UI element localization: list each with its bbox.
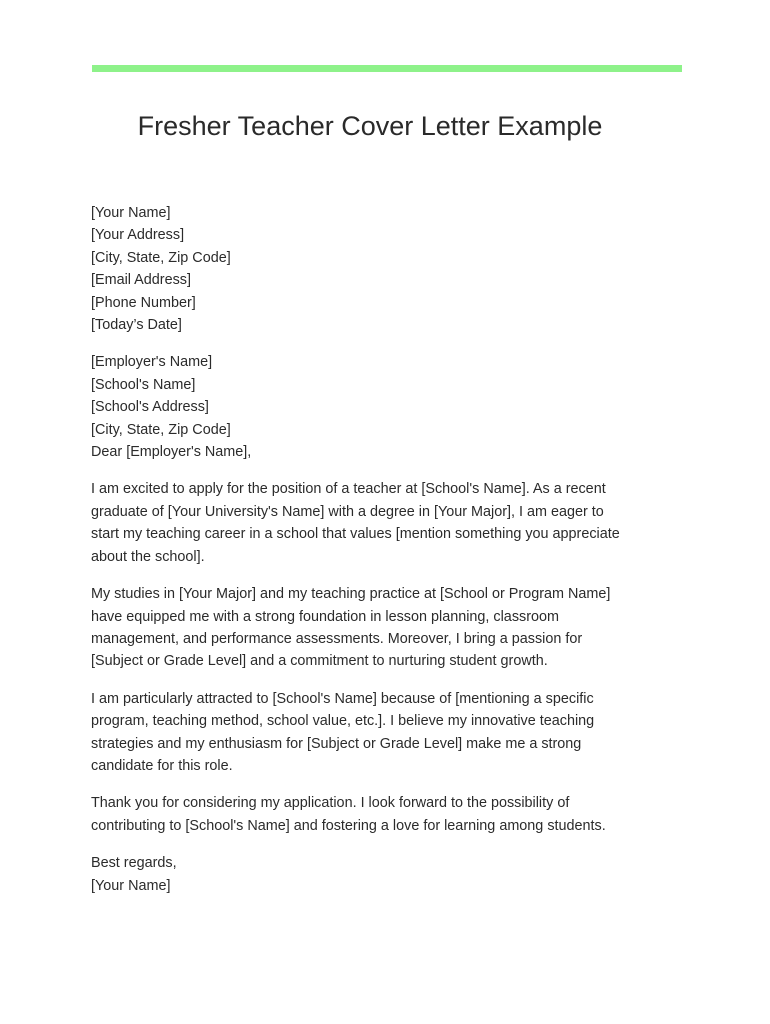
- sender-city-state-zip: [City, State, Zip Code]: [91, 249, 231, 266]
- paragraph-line: program, teaching method, school value, etc.]. I believe my innovative teaching: [91, 713, 595, 730]
- paragraph-qualifications: [91, 583, 671, 673]
- recipient-block: [91, 351, 671, 463]
- paragraph-line: candidate for this role.: [91, 757, 233, 774]
- closing-block: [91, 852, 671, 897]
- sender-name: [Your Name]: [91, 205, 171, 221]
- school-city-state-zip: [City, State, Zip Code]: [91, 421, 231, 438]
- signature-name: [Your Name]: [91, 877, 171, 894]
- school-address: [School's Address]: [91, 399, 209, 416]
- sender-block: [91, 202, 671, 336]
- closing-phrase: Best regards,: [91, 855, 177, 872]
- sender-address: [Your Address]: [91, 227, 185, 244]
- paragraph-line: I am particularly attracted to [School's Name] because of [mentioning a specific: [91, 690, 594, 707]
- paragraph-line: I am excited to apply for the position of a teacher at [School's Name]. As a recent: [91, 481, 606, 498]
- paragraph-thanks: [91, 792, 671, 837]
- paragraph-line: management, and performance assessments. Moreover, I bring a passion for: [91, 630, 583, 647]
- letter-date: [Today’s Date]: [91, 317, 182, 334]
- employer-name: [Employer's Name]: [91, 354, 213, 371]
- paragraph-line: My studies in [Your Major] and my teaching practice at [School or Program Name]: [91, 586, 611, 603]
- paragraph-line: graduate of [Your University's Name] with a degree in [Your Major], I am eager to: [91, 503, 604, 520]
- paragraph-line: [Subject or Grade Level] and a commitment to nurturing student growth.: [91, 653, 548, 670]
- paragraph-line: about the school].: [91, 548, 205, 565]
- paragraph-line: contributing to [School's Name] and fostering a love for learning among students.: [91, 817, 606, 834]
- sender-email: [Email Address]: [91, 272, 191, 289]
- paragraph-intro: [91, 478, 671, 568]
- paragraph-line: start my teaching career in a school that values [mention something you appreciate: [91, 526, 620, 543]
- letter-body: [91, 202, 671, 897]
- paragraph-line: have equipped me with a strong foundation in lesson planning, classroom: [91, 608, 559, 625]
- paragraph-motivation: [91, 688, 671, 778]
- paragraph-line: Thank you for considering my application. I look forward to the possibility of: [91, 795, 570, 812]
- sender-phone: [Phone Number]: [91, 294, 196, 311]
- accent-bar: [92, 65, 682, 72]
- document-title: Fresher Teacher Cover Letter Example: [137, 111, 603, 141]
- salutation: Dear [Employer's Name],: [91, 444, 252, 461]
- paragraph-line: strategies and my enthusiasm for [Subject or Grade Level] make me a strong: [91, 735, 582, 752]
- school-name: [School's Name]: [91, 376, 196, 393]
